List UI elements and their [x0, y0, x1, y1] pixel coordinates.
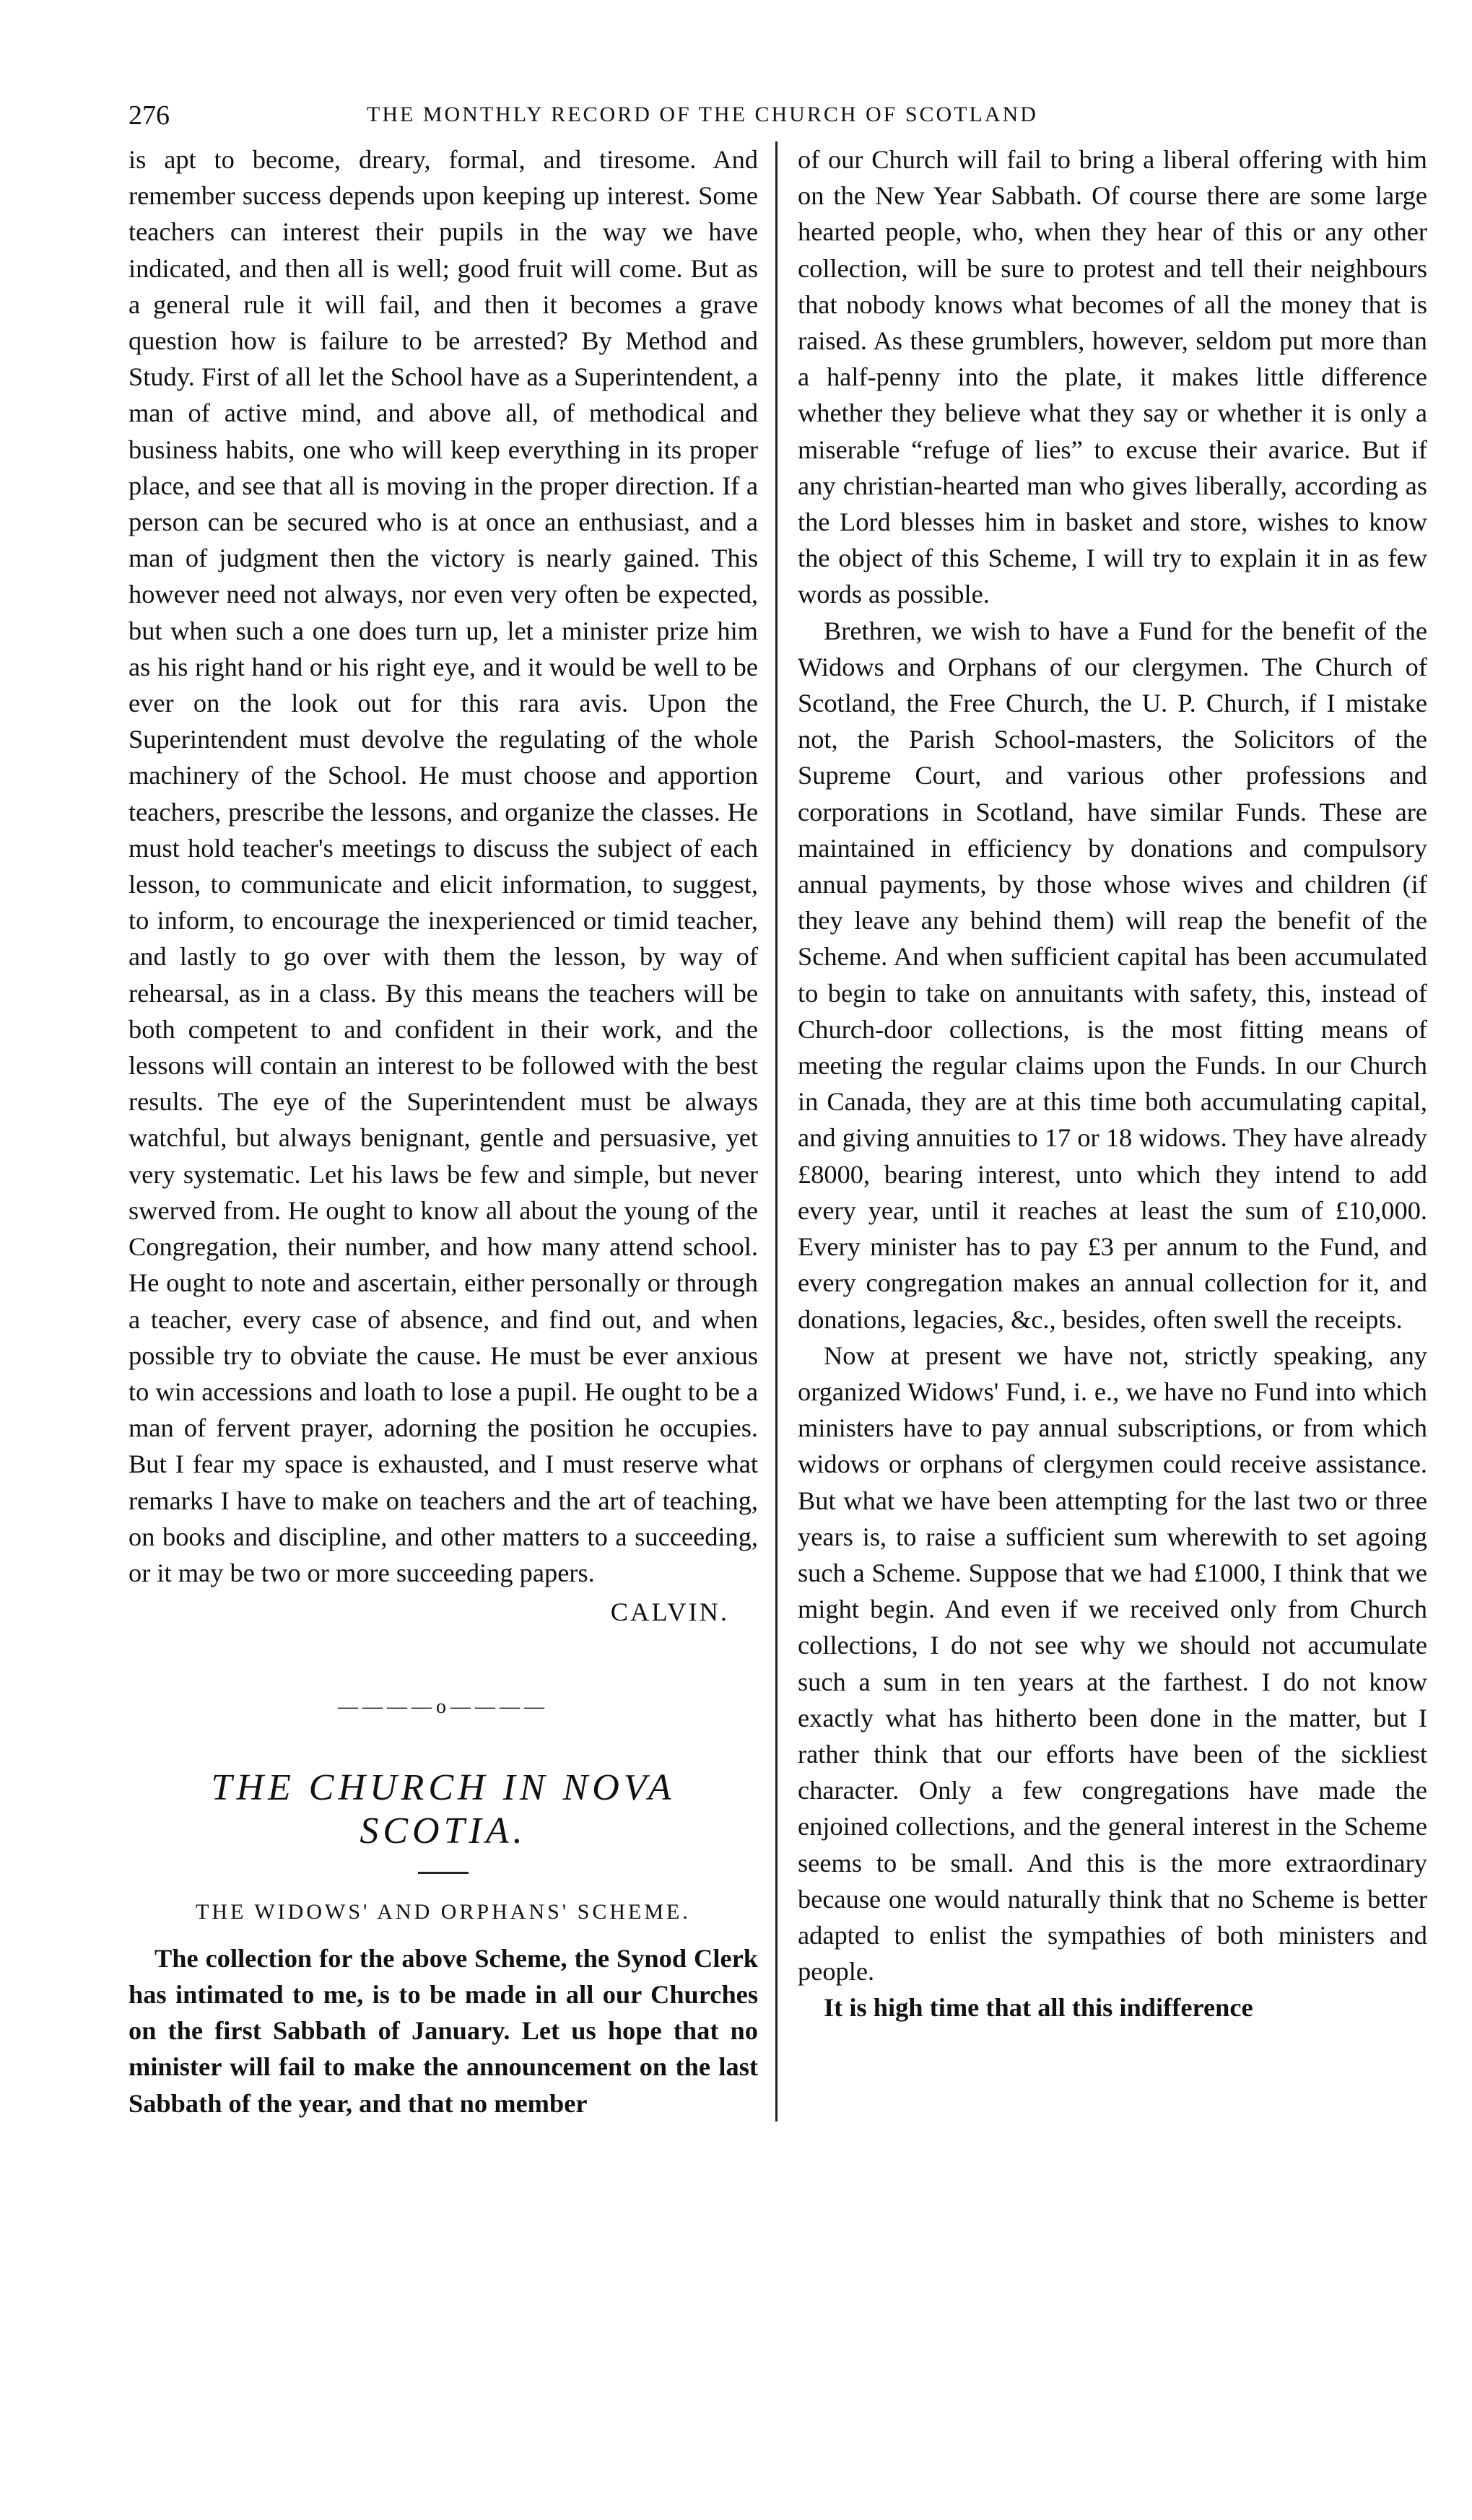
body-paragraph: It is high time that all this indifference: [824, 1993, 1253, 2023]
signature: CALVIN.: [610, 1597, 729, 1627]
body-paragraph: Now at present we have not, strictly speaking, any organized Widows' Fund, i. e., we have no Fund into which ministers have to pay annual subscriptions, or from which widows or orphans of clergymen could receive assistance. But what we have been attempting for the last two or three years is, to raise a sufficient sum wherewith to set agoing such a Scheme. Suppose that we had £1000, I think that we might begin. And even if we received only from Church collections, I do not see why we should not accumulate such a sum in ten years at the farthest. I do not know exactly what has hitherto been done in the matter, but I rather think that our efforts have been of the sickliest character. Only a few congregations have made the enjoined collections, and the general interest in the Scheme seems to be small. And this is the more extraordinary because one would naturally think that no Scheme is better adapted to enlist the sympathies of both ministers and people.: [798, 1340, 1427, 1987]
body-paragraph: The collection for the above Scheme, the Synod Clerk has intimated to me, is to be made in all our Churches on the first Sabbath of January. Let us hope that no minister will fail to make the announcement on the last Sabbath of the year, and that no member: [129, 1943, 758, 2118]
body-paragraph: Brethren, we wish to have a Fund for the benefit of the Widows and Orphans of our clergymen. The Church of Scotland, the Free Church, the U. P. Church, if I mistake not, the Parish School-masters, the Solicitors of the Supreme Court, and various other professions and corporations in Scotland, have similar Funds. These are maintained in efficiency by donations and compulsory annual payments, by those whose wives and children (if they leave any behind them) will reap the benefit of the Scheme. And when sufficient capital has been accumulated to begin to take on annuitants with safety, this, instead of Church-door collections, is the most fitting means of meeting the regular claims upon the Funds. In our Church in Canada, they are at this time both accumulating capital, and giving annuities to 17 or 18 widows. They have already £8000, bearing interest, unto which they intend to add every year, until it reaches at least the sum of £10,000. Every minister has to pay £3 per annum to the Fund, and every congregation makes an annual collection for it, and donations, legacies, &c., besides, often swell the receipts.: [798, 616, 1427, 1334]
title-rule: [418, 1872, 469, 1874]
text-columns: [129, 141, 1428, 2122]
left-column: [129, 141, 775, 2122]
journal-title: THE MONTHLY RECORD OF THE CHURCH OF SCOTLAND: [367, 103, 1038, 126]
body-paragraph: of our Church will fail to bring a liberal offering with him on the New Year Sabbath. Of course there are some large hearted people, who, when they hear of this or any other collection, will be sure to protest and tell their neighbours that nobody knows what becomes of all the money that is raised. As these grumblers, however, seldom put more than a half-penny into the plate, it makes little difference whether they believe what they say or whether it is only a miserable “refuge of lies” to excuse their avarice. But if any christian-hearted man who gives liberally, according as the Lord blesses him in basket and store, wishes to know the object of this Scheme, I will try to explain it in as few words as possible.: [798, 145, 1427, 609]
running-head: [129, 87, 1429, 137]
body-paragraph: is apt to become, dreary, formal, and tiresome. And remember success depends upon keeping up interest. Some teachers can interest their pupils in the way we have indicated, and then all is well; good fruit will come. But as a general rule it will fail, and then it becomes a grave question how is failure to be arrested? By Method and Study. First of all let the School have as a Superintendent, a man of active mind, and above all, of methodical and business habits, one who will keep everything in its proper place, and see that all is moving in the proper direction. If a person can be secured who is at once an enthusiast, and a man of judgment then the victory is nearly gained. This however need not always, nor even very often be expected, but when such a one does turn up, let a minister prize him as his right hand or his right eye, and it would be well to be ever on the look out for this rara avis. Upon the Superintendent must devolve the regulating of the whole machinery of the School. He must choose and apportion teachers, prescribe the lessons, and organize the classes. He must hold teacher's meetings to discuss the subject of each lesson, to communicate and elicit information, to suggest, to inform, to encourage the inexperienced or timid teacher, and lastly to go over with them the lesson, by way of rehearsal, as in a class. By this means the teachers will be both competent to and confident in their work, and the lessons will contain an interest to be followed with the best results. The eye of the Superintendent must be always watchful, but always benignant, gentle and persuasive, yet very systematic. Let his laws be few and simple, but never swerved from. He ought to know all about the young of the Congregation, their number, and how many attend school. He ought to note and ascertain, either personally or through a teacher, every case of absence, and find out, and when possible try to obviate the cause. He must be ever anxious to win accessions and loath to lose a pupil. He ought to be a man of fervent prayer, adorning the position he occupies. But I fear my space is exhausted, and I must reserve what remarks I have to make on teachers and the art of teaching, on books and discipline, and other matters to a succeeding, or it may be two or more succeeding papers.: [129, 145, 758, 1587]
right-column: [778, 141, 1427, 2122]
section-title: THE CHURCH IN NOVA SCOTIA.: [211, 1766, 676, 1852]
section-subtitle: THE WIDOWS' AND ORPHANS' SCHEME.: [196, 1899, 691, 1924]
page-number: 276: [129, 100, 170, 131]
section-divider: ————o————: [338, 1696, 549, 1719]
